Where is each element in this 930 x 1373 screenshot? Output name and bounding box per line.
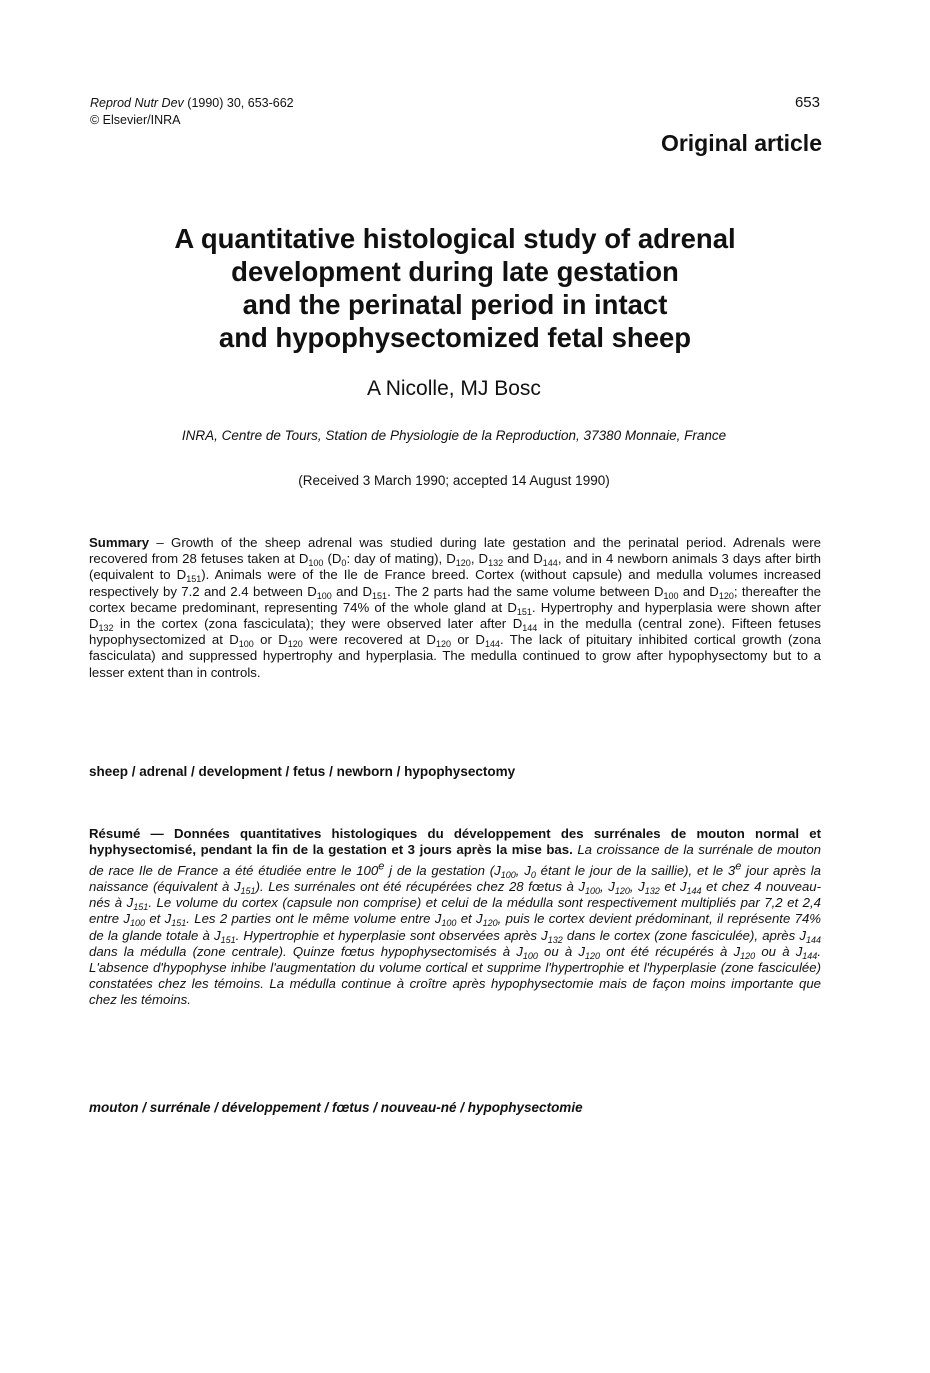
subscript: 132 [98,623,114,634]
subscript: 120 [287,639,303,650]
summary-text: . The lack of pituitary inhibited cortical growth (zona fasciculata) and suppressed hypertrophy and hyperplasia. The medulla continued to grow after hypophysectomy but to a lesser extent than in controls. [89,632,822,680]
summary-text: were recovered at D [302,632,436,648]
received-dates: (Received 3 March 1990; accepted 14 August 1990) [298,473,610,488]
journal-reference: (1990) 30, 653-662 [187,96,294,110]
subscript: 151 [133,902,149,913]
copyright: © Elsevier/INRA [90,113,181,127]
summary-text: (D [323,551,342,567]
keywords: sheep / adrenal / development / fetus / newborn / hypophysectomy [89,764,516,779]
subscript: 120 [614,886,630,896]
subscript: 151 [372,590,388,601]
subscript: 144 [802,950,818,961]
subscript: 151 [186,574,202,585]
resume-paragraph [89,826,821,1009]
resume-text: ou à J [537,943,585,959]
subscript: 151 [220,934,236,945]
resume-text: j de la gestation (J [384,862,501,878]
resume-text: jour après la naissance (équivalent à J [89,862,822,894]
subscript: 120 [740,950,756,961]
subscript: 144 [542,558,558,569]
subscript: 100 [663,590,679,601]
subscript: 0 [341,558,347,569]
subscript: 100 [129,918,145,929]
title-line: A quantitative histological study of adrenal [174,223,736,254]
subscript: 100 [441,918,457,929]
resume-text: , puis le cortex devient prédominant, il représente 74% de la glande totale à J [89,911,822,943]
subscript: 100 [308,558,324,569]
subscript: 120 [584,950,601,961]
summary-text: or D [450,632,485,648]
summary-text: in the medulla (central zone). Fifteen fetuses hypophysectomized at D [89,616,821,648]
summary-text: and D [503,551,543,567]
resume-text: ont été récupérés à J [600,943,741,959]
mots-cles: mouton / surrénale / développement / fœtus / nouveau-né / hypophysectomie [89,1100,583,1115]
authors: A Nicolle, MJ Bosc [367,377,541,400]
subscript: 144 [686,886,702,896]
summary-text: . Hypertrophy and hyperplasia were shown after D [89,599,821,632]
resume-text: , J [629,879,645,894]
resume-text: ou à J [755,943,803,959]
subscript: 100 [500,869,516,880]
resume-text: dans le cortex (zone fasciculée), après J [562,927,806,943]
resume-text: . Le volume du cortex (capsule non comprise) et celui de la médulla sont respectivement multipliés par 7,2 et 2,4 entre J [89,895,821,927]
article-type: Original article [660,130,822,156]
subscript: 100 [522,950,538,961]
subscript: 132 [644,886,660,896]
superscript: e [735,860,742,873]
resume-text: et J [145,911,172,927]
resume-text: . Les 2 parties ont le même volume entre J [186,911,442,927]
page-number: 653 [794,94,820,111]
summary-text: and D [678,583,719,599]
summary-text: in the cortex (zona fasciculata); they were observed later after D [113,616,523,632]
resume-text: et J [659,879,687,894]
affiliation: INRA, Centre de Tours, Station de Physiologie de la Reproduction, 37380 Monnaie, France [181,428,727,443]
resume-text: . L'absence d'hypophyse inhibe l'augmentation du volume cortical et supprime l'hypertrophie et l'hyperplasie (zone fasciculée) constatées chez les témoins. La médulla continue à croître après hypophysectomie mais de façon moins importante que chez les témoins. [89,943,821,1008]
superscript: e [378,860,385,873]
subscript: 100 [316,590,332,601]
subscript: 0 [530,869,536,880]
summary-label: Summary [89,535,150,550]
title-line: development during late gestation [231,256,679,287]
resume-text: et chez 4 nouveau-nés à J [89,879,822,911]
summary-text: ; thereafter the cortex became predominant, representing 74% of the whole gland at D [89,583,822,615]
summary-text: , D [470,551,489,567]
journal-name: Reprod Nutr Dev [90,96,184,110]
resume-text: La croissance de la surrénale de mouton de race Ile de France a été étudiée entre le 100 [89,842,822,878]
subscript: 144 [522,623,538,634]
subscript: 144 [805,934,822,945]
subscript: 151 [240,886,256,896]
summary-text: ). Animals were of the Ile de France breed. Cortex (without capsule) and medulla volumes increased respectively by 7.2 and 2.4 between D [89,567,821,599]
subscript: 120 [482,918,498,929]
subscript: 100 [238,639,254,650]
journal-citation [90,95,294,129]
subscript: 120 [435,639,451,650]
summary-text: : day of mating), D [346,551,456,567]
subscript: 100 [585,886,601,896]
resume-text: , J [600,879,615,894]
summary-text: or D [253,632,288,648]
resume-label: Résumé — [89,826,164,841]
resume-text: ). Les surrénales ont été récupérées chez 28 fœtus à J [255,879,585,894]
resume-title: Données quantitatives histologiques du développement des surrénales de mouton normal et hyphysectomisé, pendant la fin de la gestation et 3 jours après la mise bas. [89,826,821,858]
resume-text: , J [515,862,531,878]
summary-text: . The 2 parts had the same volume between D [387,583,664,599]
subscript: 120 [718,590,734,601]
title-line: and the perinatal period in intact [242,289,668,320]
paper-title [100,222,810,354]
subscript: 151 [516,606,532,617]
summary-paragraph [89,535,821,681]
summary-text: , and in 4 newborn animals 3 days after birth (equivalent to D [89,551,821,583]
resume-text: . Hypertrophie et hyperplasie sont observées après J [235,927,548,943]
resume-text: dans la médulla (zone centrale). Quinze fœtus hypophysectomisés à J [89,943,523,959]
resume-text: et J [456,911,483,927]
summary-text: and D [331,583,373,599]
subscript: 120 [455,558,471,569]
summary-text: – Growth of the sheep adrenal was studied during late gestation and the perinatal period. Adrenals were recovered from 28 fetuses taken at D [89,535,821,567]
subscript: 151 [171,918,187,929]
subscript: 132 [488,558,504,569]
subscript: 144 [484,639,500,650]
subscript: 132 [547,934,563,945]
title-line: and hypophysectomized fetal sheep [218,322,692,353]
resume-text: étant le jour de la saillie), et le 3 [535,862,736,878]
